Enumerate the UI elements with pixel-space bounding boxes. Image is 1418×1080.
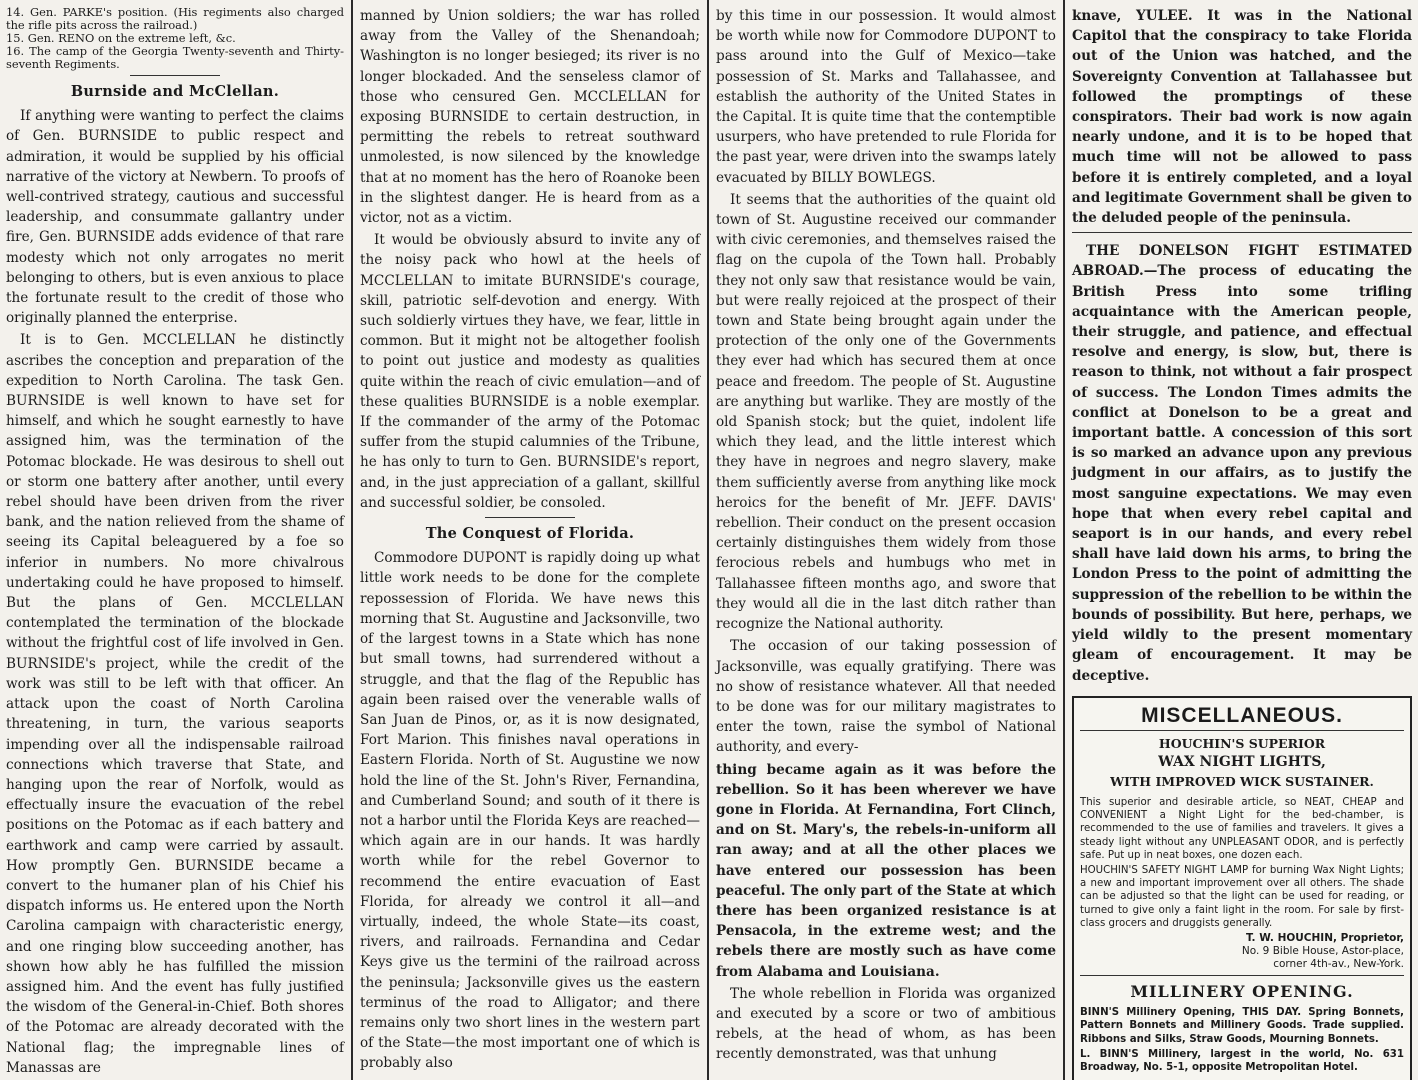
paragraph: The occasion of our taking possession of Jacksonville, was equally gratifying. There was no show of resistance whatever. All that needed to be done was for our military magistrates to enter the town, raise the symbol of National authority, and every- (716, 638, 1056, 756)
ad-body: This superior and desirable article, so NEAT, CHEAP and CONVENIENT a Night Light for the bed-chamber, is recommended to the use of families and travelers. It gives a steady light without any UNPLEASANT ODOR, and is perfectly safe. Put up in neat boxes, one dozen each. (1080, 796, 1404, 861)
ad-signature: No. 9 Bible House, Astor-place, (1241, 944, 1404, 957)
divider (485, 517, 575, 518)
paragraph: The whole rebellion in Florida was organized and executed by a score or two of ambitious rebels, at the head of whom, as has been recently demonstrated, was that unhung (716, 985, 1056, 1063)
paragraph: manned by Union soldiers; the war has rolled away from the Valley of the Shenandoah; Washington is no longer besieged; its river is no longer blockaded. And the senseless clamor of those who censured Gen. MCCLELLAN for exposing BURNSIDE to certain destruction, in permitting the rebels to retreat southward unmolested, is now silenced by the knowledge that at no moment has the hero of Roanoke been in the slightest danger. He is heard from as a victor, not as a victim. (360, 8, 700, 227)
donelson-lead: THE DONELSON FIGHT ESTIMATED ABROAD. (1072, 243, 1412, 280)
divider (130, 75, 220, 76)
paragraph: knave, YULEE. It was in the National Capitol that the conspiracy to take Florida out of the Union was hatched, and the Sovereignty Convention at Tallahassee but followed the promptings of these conspirators. Their bad work is now again nearly undone, and it is to be hoped that much time will not be allowed to pass before it is entirely completed, and a loyal and legitimate Government shall be given to the deluded people of the peninsula. (1072, 8, 1412, 227)
ad-line: WAX NIGHT LIGHTS, (1158, 753, 1326, 770)
map-note: 16. The camp of the Georgia Twenty-seventh and Thirty-seventh Regiments. (6, 44, 344, 71)
ad-title: MISCELLANEOUS. (1141, 703, 1343, 727)
ad-line: WITH IMPROVED WICK SUSTAINER. (1110, 773, 1374, 789)
ad-heading-millinery: MILLINERY OPENING. (1130, 981, 1354, 1001)
paragraph: Commodore DUPONT is rapidly doing up what little work needs to be done for the complete repossession of Florida. We have news this morning that St. Augustine and Jacksonville, two of the largest towns in a State which has none but small towns, had surrendered without a struggle, and that the flag of the Republic has again been raised over the venerable walls of San Juan de Pinos, or, as it is now designated, Fort Marion. This finishes naval operations in Eastern Florida. North of St. Augustine we now hold the line of the St. John's River, Fernandina, and Cumberland Sound; and south of it there is not a harbor until the Florida Keys are reached—which again are in our hands. It was hardly worth while for the rebel Governor to recommend the entire evacuation of East Florida, for already we control it all—and virtually, indeed, the whole State—its coast, rivers, and railroads. Fernandina and Cedar Keys give us the termini of the railroad across the peninsula; Jacksonville gives us the eastern terminus of the road to Alligator; and there remains only two short lines in the western part of the State—the most important one of which is probably also (360, 550, 700, 1072)
paragraph: If anything were wanting to perfect the claims of Gen. BURNSIDE to public respect and admiration, it would be supplied by his official narrative of the victory at Newbern. To proofs of well-contrived strategy, cautious and successful leadership, and consummate gallantry under fire, Gen. BURNSIDE adds evidence of that rare modesty which not only arrogates no merit belonging to others, but is even anxious to place the fortunate result to the credit of those who originally planned the enterprise. (6, 108, 344, 327)
map-notes (6, 6, 344, 71)
divider (1072, 232, 1412, 233)
bold-section (1072, 6, 1412, 228)
headline-burnside-mcclellan: Burnside and McClellan. (70, 83, 280, 100)
map-note: 14. Gen. PARKE's position. (His regiments also charged the rifle pits across the railroad.) (6, 5, 344, 32)
ad-line: HOUCHIN'S SUPERIOR (1158, 735, 1326, 751)
donelson-text: —The process of educating the British Press into some trifling acquaintance with the American people, their struggle, and patience, and effectual resolve and energy, is slow, but, there is reason to think, not without a fair prospect of success. The London Times admits the conflict at Donelson to be a great and important battle. A concession of this sort is so marked an advance upon any previous judgment in our affairs, as to justify the most sanguine expectations. We may even hope that when every rebel capital and seaport is in our hands, and every rebel shall have laid down his arms, to bring the London Press to the point of admitting the suppression of the rebellion to be within the bounds of possibility. But here, perhaps, we yield wildly to the present momentary gleam of encouragement. It may be deceptive. (1072, 263, 1412, 684)
paragraph: It seems that the authorities of the quaint old town of St. Augustine received our commander with civic ceremonies, and themselves raised the flag on the cupola of the Town hall. Probably they not only saw that resistance would be vain, but were really rejoiced at the prospect of their town and State being brought again under the protection of the only one of the Governments they ever had which has secured them at once peace and freedom. The people of St. Augustine are anything but warlike. They are mostly of the old Spanish stock; but the quiet, indolent life which they lead, and the little interest which they have in negroes and negro slavery, make them sufficiently averse from anything like mock heroics for the benefit of Mr. JEFF. DAVIS' rebellion. Their conduct on the present occasion certainly distinguishes them widely from those ferocious rebels and humbugs who met in Tallahassee fifteen months ago, and swore that they would all die in the last ditch rather than recognize the National authority. (716, 191, 1056, 633)
advertisement-box (1072, 696, 1412, 1080)
ad-body: HOUCHIN'S SAFETY NIGHT LAMP for burning Wax Night Lights; a new and important improvement over all others. The shade can be adjusted so that the light can be used for reading, or turned to give only a faint light in the room. For sale by first-class grocers and druggists generally. (1080, 864, 1404, 929)
paragraph: It would be obviously absurd to invite any of the noisy pack who howl at the heels of MCCLELLAN to imitate BURNSIDE's courage, skill, patriotic self-devotion and energy. With such soldierly virtues they have, we fear, little in common. But it might not be altogether foolish to point out justice and modesty as qualities quite within the reach of civic emulation—and of these qualities BURNSIDE is a noble exemplar. If the commander of the army of the Potomac suffer from the stupid calumnies of the Tribune, he has only to turn to Gen. BURNSIDE's report, and, in the just appreciation of a gallant, skillful and successful soldier, be consoled. (360, 232, 700, 511)
divider (1080, 730, 1404, 731)
donelson-section (1072, 241, 1412, 685)
ad-body: L. BINN'S Millinery, largest in the world, No. 631 Broadway, No. 5-1, opposite Metropolitan Hotel. (1080, 1048, 1404, 1073)
map-note: 15. Gen. RENO on the extreme left, &c. (6, 31, 236, 45)
column-rule (707, 0, 709, 1080)
paragraph: It is to Gen. MCCLELLAN he distinctly ascribes the conception and preparation of the expedition to North Carolina. The task Gen. BURNSIDE is well known to have set for himself, and which he sought earnestly to have assigned him, was the termination of the Potomac blockade. He was desirous to shell out or storm one battery after another, until every rebel should have been driven from the river bank, and the nation relieved from the shame of seeing its Capital beleaguered by a foe so inferior in numbers. No more chivalrous undertaking could he have proposed to himself. But the plans of Gen. MCCLELLAN contemplated the termination of the blockade without the frightful cost of life involved in Gen. BURNSIDE's project, while the credit of the work was still to be left with that officer. An attack upon the coast of North Carolina threatening, in turn, the various seaports impending over all the indispensable railroad connections which traverse that State, and hanging upon the rear of Norfolk, would as effectually insure the evacuation of the rebel positions on the Potomac as if each battery and earthwork and camp were carried by assault. How promptly Gen. BURNSIDE became a convert to the humaner plan of his Chief his dispatch informs us. He entered upon the North Carolina campaign with characteristic energy, and one ringing blow succeeding another, has shown how ably he has fulfilled the mission assigned him. And the event has fully justified the wisdom of the General-in-Chief. Both shores of the Potomac are already decorated with the National flag; the impregnable lines of Manassas are (6, 332, 344, 1076)
divider (1080, 975, 1404, 976)
ad-signature: T. W. HOUCHIN, Proprietor, (1245, 931, 1404, 944)
paragraph: by this time in our possession. It would almost be worth while now for Commodore DUPONT to pass around into the Gulf of Mexico—take possession of St. Marks and Tallahassee, and establish the authority of the United States in the Capital. It is quite time that the contemptible usurpers, who have pretended to rule Florida for the past year, were driven into the swamps lately evacuated by BILLY BOWLEGS. (716, 8, 1056, 186)
bold-section (716, 760, 1056, 982)
headline-conquest-of-florida: The Conquest of Florida. (425, 525, 635, 543)
paragraph: thing became again as it was before the rebellion. So it has been wherever we have gone in Florida. At Fernandina, Fort Clinch, and on St. Mary's, the rebels-in-uniform all ran away; and at all the other places we have entered our possession has been peaceful. The only part of the State at which there has been organized resistance is at Pensacola, in the extreme west; and the rebels there are mostly such as have come from Alabama and Louisiana. (716, 761, 1056, 980)
column-3 (710, 0, 1062, 1080)
column-2 (354, 0, 706, 1080)
column-1 (0, 0, 350, 1080)
column-rule (1063, 0, 1065, 1080)
paragraph (1072, 241, 1412, 685)
ad-body: BINN'S Millinery Opening, THIS DAY. Spring Bonnets, Pattern Bonnets and Millinery Goods. Trade supplied. Ribbons and Silks, Straw Goods, Mourning Bonnets. (1080, 1007, 1404, 1045)
column-4 (1066, 0, 1418, 1080)
column-rule (351, 0, 353, 1080)
ad-signature: corner 4th-av., New-York. (1273, 957, 1404, 970)
